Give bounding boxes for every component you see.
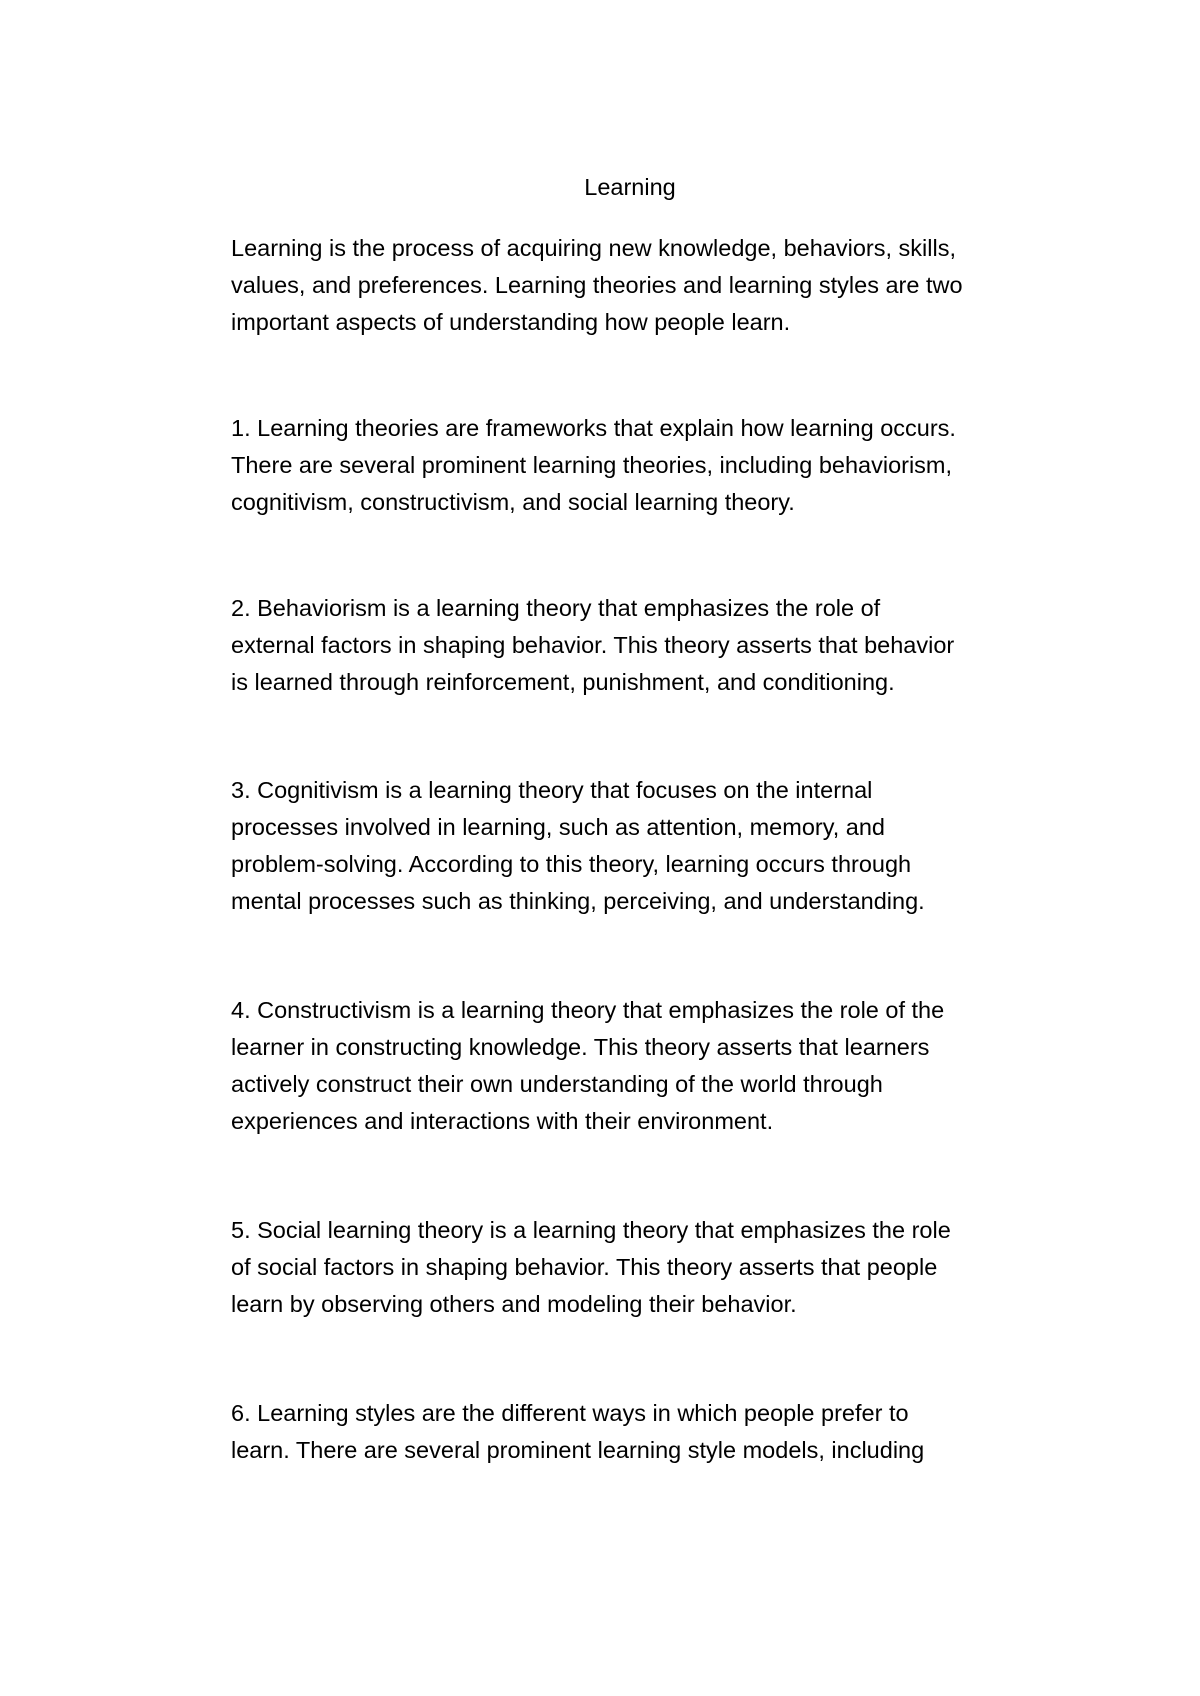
paragraph-line: 6. Learning styles are the different ways in which people prefer to [231, 1400, 909, 1426]
paragraph-learning-theories [231, 410, 1041, 521]
paragraph-line: important aspects of understanding how people learn. [231, 309, 791, 335]
paragraph-line: external factors in shaping behavior. This theory asserts that behavior [231, 632, 955, 658]
paragraph-constructivism [231, 992, 1041, 1140]
paragraph-learning-styles [231, 1395, 1041, 1469]
paragraph-line: actively construct their own understanding of the world through [231, 1071, 883, 1097]
paragraph-behaviorism [231, 590, 1041, 701]
page-title: Learning [584, 174, 676, 200]
paragraph-line: 3. Cognitivism is a learning theory that focuses on the internal [231, 777, 873, 803]
paragraph-line: 5. Social learning theory is a learning theory that emphasizes the role [231, 1217, 951, 1243]
paragraph-line: is learned through reinforcement, punishment, and conditioning. [231, 669, 895, 695]
paragraph-line: processes involved in learning, such as attention, memory, and [231, 814, 885, 840]
paragraph-line: There are several prominent learning theories, including behaviorism, [231, 452, 953, 478]
paragraph-line: learn. There are several prominent learning style models, including [231, 1437, 925, 1463]
paragraph-cognitivism [231, 772, 1041, 920]
paragraph-line: values, and preferences. Learning theories and learning styles are two [231, 272, 963, 298]
paragraph-line: experiences and interactions with their environment. [231, 1108, 774, 1134]
paragraph-line: of social factors in shaping behavior. This theory asserts that people [231, 1254, 938, 1280]
paragraph-line: 1. Learning theories are frameworks that explain how learning occurs. [231, 415, 956, 441]
paragraph-line: learn by observing others and modeling their behavior. [231, 1291, 797, 1317]
intro-paragraph [231, 230, 1041, 341]
paragraph-line: learner in constructing knowledge. This theory asserts that learners [231, 1034, 930, 1060]
paragraph-line: 2. Behaviorism is a learning theory that emphasizes the role of [231, 595, 881, 621]
paragraph-line: problem-solving. According to this theory, learning occurs through [231, 851, 912, 877]
paragraph-social-learning [231, 1212, 1041, 1323]
paragraph-line: mental processes such as thinking, perceiving, and understanding. [231, 888, 925, 914]
paragraph-line: Learning is the process of acquiring new knowledge, behaviors, skills, [231, 235, 956, 261]
paragraph-line: 4. Constructivism is a learning theory that emphasizes the role of the [231, 997, 945, 1023]
paragraph-line: cognitivism, constructivism, and social learning theory. [231, 489, 795, 515]
